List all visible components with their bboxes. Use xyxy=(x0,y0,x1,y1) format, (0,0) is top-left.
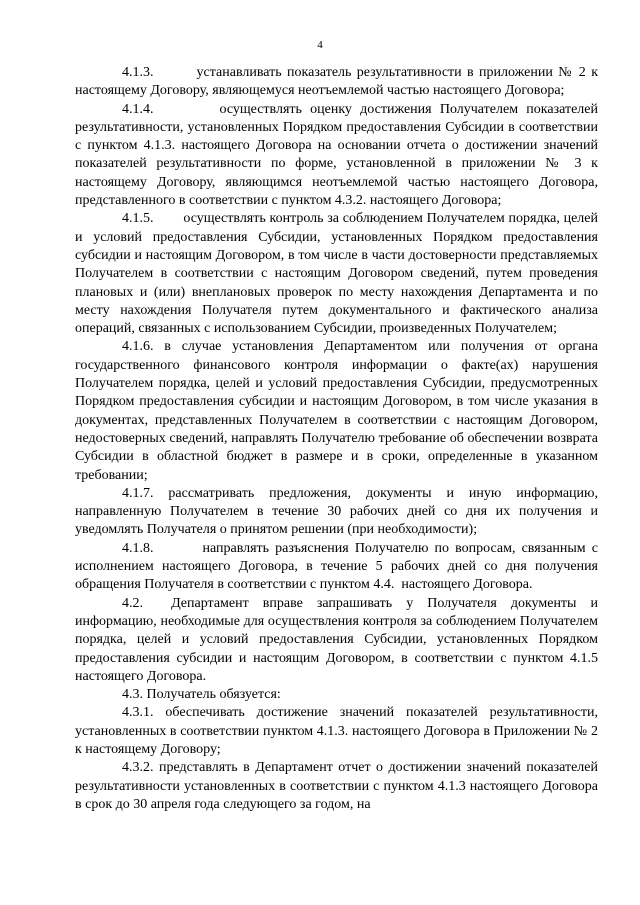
clause-4-3-2: 4.3.2. представлять в Департамент отчет о достижении значений показателей результативности установленных в соответствии с пунктом 4.1.3 настоящего Договора в срок до 30 апреля года следующего за годом, на xyxy=(75,760,602,812)
page-number: 4 xyxy=(317,39,323,51)
clause-4-3: 4.3. Получатель обязуется: xyxy=(122,687,281,703)
clause-4-3-1: 4.3.1. обеспечивать достижение значений показателей результативности, установленных в соответствии пунктом 4.1.3. настоящего Договора в Приложении № 2 к настоящему Договору; xyxy=(75,705,602,757)
clause-4-1-4: 4.1.4. осуществлять оценку достижения Получателем показателей результативности, установленных Порядком предоставления Субсидии в соответствии с пунктом 4.1.3. настоящего Договора на основании отчета о достижении значений показателей результативности по форме, установленной в приложении № 3 к настоящему Договору, являющимся неотъемлемой частью настоящего Договора, представленного в соответствии с пунктом 4.3.2. настоящего Договора; xyxy=(75,101,602,209)
clause-4-1-8: 4.1.8. направлять разъяснения Получателю по вопросам, связанным с исполнением настоящего Договора, в течение 5 рабочих дней со дня получения обращения Получателя в соответствии с пунктом 4.4. настоящего Договора. xyxy=(75,540,602,593)
clause-4-1-6: 4.1.6. в случае установления Департаментом или получения от органа государственного финансового контроля информации о факте(ах) нарушения Получателем порядка, целей и условий предоставления Субсидии, предусмотренных Порядком предоставления субсидии и настоящим Договором, в том числе указания в документах, представленных Получателем в соответствии с настоящим Договором, недостоверных сведений, направлять Получателю требование об обеспечении возврата Субсидии в областной бюджет в размере и в сроки, определенные в указанном требовании; xyxy=(75,339,602,483)
clause-4-1-3: 4.1.3. устанавливать показатель результативности в приложении № 2 к настоящему Договору, являющемуся неотъемлемой частью настоящего Договора; xyxy=(75,65,602,99)
document-body xyxy=(75,64,602,814)
clause-4-1-7: 4.1.7. рассматривать предложения, документы и иную информацию, направленную Получателем в течение 30 рабочих дней со дня их получения и уведомлять Получателя о принятом решении (при необходимости); xyxy=(75,485,602,538)
clause-4-2: 4.2. Департамент вправе запрашивать у Получателя документы и информацию, необходимые для осуществления контроля за соблюдением Получателем порядка, целей и условий предоставления Субсидии, установленных Порядком предоставления субсидии и настоящим Договором, в соответствии с пунктом 4.1.5 настоящего Договора. xyxy=(75,595,602,684)
clause-4-1-5: 4.1.5. осуществлять контроль за соблюдением Получателем порядка, целей и условий предоставления Субсидии, установленных Порядком предоставления субсидии и настоящим Договором, в том числе в части достоверности представляемых Получателем в соответствии с настоящим Договором сведений, путем проведения плановых и (или) внеплановых проверок по месту нахождения Департамента и по месту нахождения Получателя путем документального и фактического анализа операций, связанных с использованием Субсидии, произведенных Получателем; xyxy=(75,211,602,337)
